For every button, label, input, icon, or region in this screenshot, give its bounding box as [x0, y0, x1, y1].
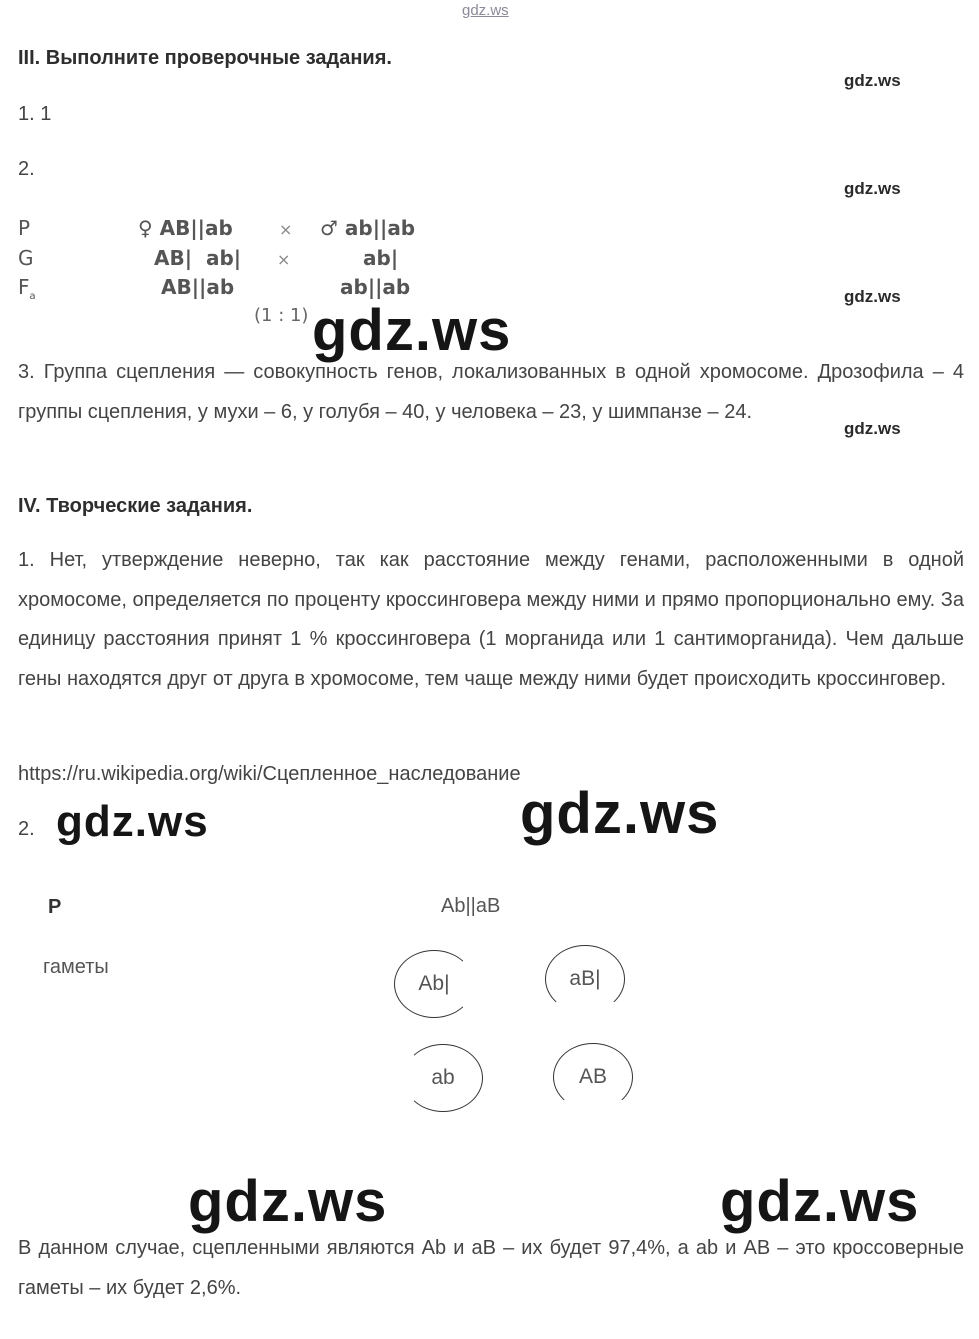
diagram-gametes-label: гаметы	[43, 956, 109, 978]
cross-sign: ×	[279, 220, 293, 239]
watermark-big: gdz.ws	[312, 298, 512, 363]
wiki-link[interactable]: https://ru.wikipedia.org/wiki/Сцепленное_наследование	[18, 763, 521, 785]
watermark-big: gdz.ws	[720, 1169, 920, 1234]
answer-3-2-number: 2.	[18, 158, 35, 180]
gamete-label: ab	[431, 1066, 455, 1089]
answer-4-1: 1. Нет, утверждение неверно, так как расстояние между генами, расположенными в одной хромосоме, определяется по проценту кроссинговера между ними и прямо пропорционально ему. За единицу расстояния принят 1 % кроссинговера (1 морганида или 1 сантиморганида). Чем дальше гены находятся друг от друга в хромосоме, тем чаще между ними будет происходить кроссинговер.	[18, 549, 964, 690]
gamete-label: AB	[578, 1065, 607, 1088]
cross-label-f-main: F	[18, 275, 30, 299]
cross-ratio: (1 : 1)	[254, 305, 309, 326]
gamete-label: aB|	[569, 967, 601, 990]
cross-female-genotype: ♀ AB||ab	[138, 216, 233, 240]
diagram-parent-genotype: Ab||aB	[441, 895, 501, 917]
cross-label-f-sub: a	[29, 291, 36, 302]
gamete-circle	[553, 1043, 633, 1111]
watermark-big: gdz.ws	[188, 1169, 388, 1234]
watermark-small: gdz.ws	[844, 179, 901, 198]
cross-label-p: P	[18, 216, 31, 240]
diagram-p-label: P	[48, 896, 62, 918]
answer-4-2-conclusion: В данном случае, сцепленными являются Ab и aB – их будет 97,4%, а ab и AB – это кроссоверные гаметы – их будет 2,6%.	[18, 1237, 964, 1299]
watermark-small: gdz.ws	[844, 287, 901, 306]
gamete-circle	[545, 945, 625, 1013]
cross-label-f	[18, 275, 36, 302]
watermark-small: gdz.ws	[844, 419, 901, 438]
cross-label-g: G	[18, 246, 34, 270]
answer-4-2-number: 2.	[18, 818, 35, 840]
watermark-small: gdz.ws	[844, 71, 901, 90]
answer-3-3: 3. Группа сцепления — совокупность генов, локализованных в одной хромосоме. Дрозофила – 4 группы сцепления, у мухи – 6, у голубя – 40, у человека – 23, у шимпанзе – 24.	[18, 361, 964, 423]
gamete-label: Ab|	[418, 972, 450, 995]
cross-offspring-1: AB||ab	[161, 275, 235, 299]
section-3-heading: III. Выполните проверочные задания.	[18, 47, 392, 69]
section-4-heading: IV. Творческие задания.	[18, 495, 253, 517]
watermark-top: gdz.ws	[462, 2, 509, 19]
watermark-big: gdz.ws	[56, 797, 209, 846]
gamete-circle	[403, 1044, 483, 1112]
cross-female-gametes: AB| ab|	[154, 246, 242, 270]
cross-male-gametes: ab|	[363, 246, 399, 270]
genetic-cross	[0, 0, 979, 340]
cross-offspring-2: ab||ab	[340, 275, 411, 299]
cross-sign: ×	[277, 250, 291, 269]
gamete-circle	[394, 950, 474, 1018]
cross-male-genotype: ♂ ab||ab	[320, 216, 416, 240]
answer-3-1: 1. 1	[18, 103, 52, 125]
watermark-big: gdz.ws	[520, 781, 720, 846]
